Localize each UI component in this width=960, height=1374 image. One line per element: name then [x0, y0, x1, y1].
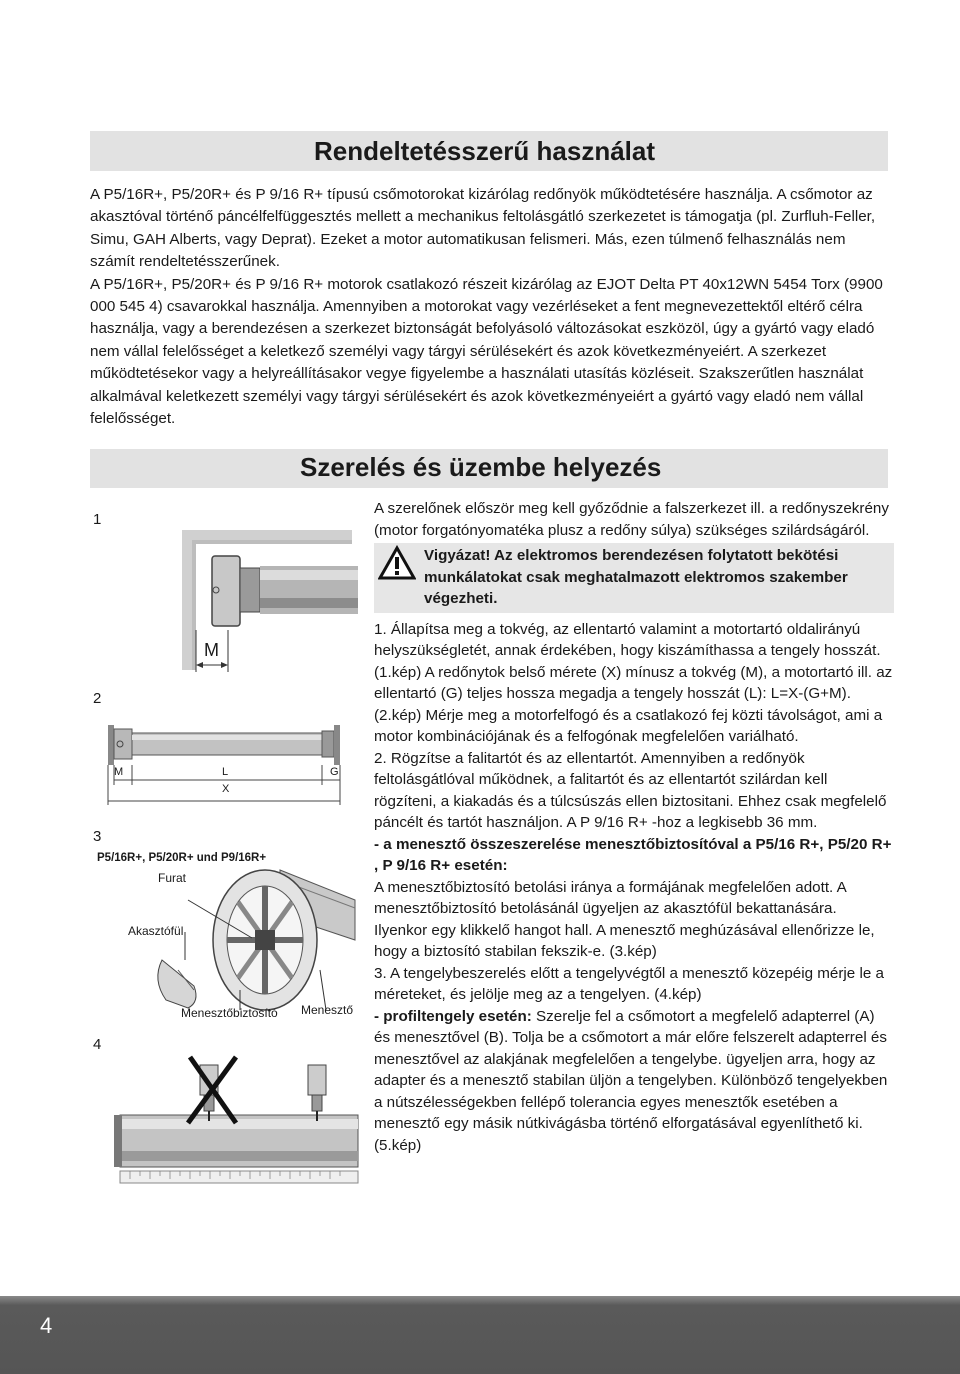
- step-3: 3. A tengelybeszerelés előtt a tengelyvégtől a menesztő közepéig mérje le a méreteket, és jelölje meg az a tengelyen. (4.kép): [374, 964, 884, 1003]
- usage-paragraph-2: A P5/16R+, P5/20R+ és P 9/16 R+ motorok csatlakozó részeit kizárólag az EJOT Delta PT 40x12WN 5454 Torx (9900 000 545 4) csavarokkal használja. Amennyiben a motorokat vagy vezérléseket a fent megnevezettektől eltérő célra használja, vagy a berendezésen a szerkezet biztonságát befolyásoló változásokat eszközöl, úgy a gyártó vagy eladó nem vállal felelősséget a keletkező személyi vagy tárgyi sérülésekért és azok következményeiért. A szerkezet működtetésekor vagy a helyreállításakor vegye figyelembe a használati utasítás közléseit. Szakszerűtlen használat alkalmával keletkezett személyi vagy tárgyi sérülésekért és azok következményeiért a gyártó vagy eladó nem vállal felelősséget.: [90, 275, 883, 428]
- installation-text: [374, 498, 894, 1156]
- section-heading-band: [90, 449, 888, 488]
- dimension-label-l: L: [222, 766, 229, 778]
- subsection-text-meneszto: A menesztőbiztosító betolási iránya a formájának megfelelően adott. A menesztőbiztosító betolásánál ügyeljen az akasztófül bekattanására. Ilyenkor egy klikkelő hangot hall. A menesztő meghúzásával ellenőrizze le, hogy a biztosító stabilan fekszik-e. (3.kép): [374, 878, 875, 960]
- figure-3-caption: P5/16R+, P5/20R+ und P9/16R+: [97, 852, 267, 864]
- figure-number: 4: [93, 1036, 102, 1053]
- figure-1-motor-end: [90, 500, 360, 680]
- label-furat: Furat: [158, 871, 187, 885]
- step-2: 2. Rögzítse a falitartót és az ellentartót. Amennyiben a redőnyök feltolásgátlóval működnek, a falitartót és az ellentartót szilárdan kell rögzíteni, a kiakadás és a túlcsúszás ellen biztositani. Ehhez csak megfelelő páncélt és tartót használjon. A P 9/16 R+ -hoz a legkisebb 36 mm.: [374, 749, 887, 831]
- warning-box: [374, 543, 894, 613]
- figure-4-shaft-marking: [90, 1055, 360, 1235]
- dimension-label-g: G: [330, 766, 339, 778]
- subsection-profiltengely: [374, 1006, 894, 1157]
- intro-text: [90, 184, 890, 430]
- figure-number: 2: [93, 690, 102, 707]
- subsection-title-meneszto: - a menesztő összeszerelése menesztőbiztosítóval a P5/16 R+, P5/20 R+ , P 9/16 R+ esetén:: [374, 835, 892, 874]
- figure-2-shaft-dimensions: [90, 695, 360, 815]
- subsection-text-profiltengely: Szerelje fel a csőmotort a megfelelő adapterrel (A) és menesztővel (B). Tolja be a csőmotort a már előre felszerelt adapterrel és menesztővel az alakjának megfelelően a tengelybe. ügyeljen arra, hogy az adapter és a menesztő stabilan üljön a tengelyben. Különböző tengelyekben a nútszélességekben fellépő tolerancia egyes menesztők esetében a menesztő egy másik nútkivágásba történő elforgatásával egyenlíthető ki.(5.kép): [374, 1007, 888, 1154]
- section-heading-band: [90, 131, 888, 171]
- page-number: 4: [40, 1313, 53, 1338]
- figure-number: 3: [93, 828, 102, 845]
- installation-intro: A szerelőnek először meg kell győződnie a falszerkezet ill. a redőnyszekrény (motor forgatónyomatéka plusz a redőny súlya) szükséges szilárdságáról.: [374, 500, 889, 539]
- step-1: 1. Állapítsa meg a tokvég, az ellentartó valamint a motortartó oldalirányú helyszükségletét, annak érdekében, hogy kiszámíthassa a tengely hosszát.(1.kép) A redőnytok belső mérete (X) mínusz a tokvég (M), a motortartó ill. az ellentartó (G) teljes hossza megadja a tengely hosszát (L): L=X-(G+M).(2.kép) Mérje meg a motorfelfogó és a csatlakozó fej közti távolságot, ami a motor kombinációjának és a felfogónak megfelelően variálható.: [374, 620, 893, 745]
- section-title-usage: Rendeltetésszerű használat: [314, 136, 656, 166]
- section-title-installation: Szerelés és üzembe helyezés: [300, 452, 662, 482]
- figures-column: [90, 500, 360, 1240]
- dimension-label-m: M: [114, 766, 124, 778]
- dimension-label-m: M: [204, 640, 219, 660]
- warning-icon: [378, 545, 416, 581]
- dimension-label-x: X: [222, 783, 230, 795]
- subsection-title-profiltengely: - profiltengely esetén:: [374, 1007, 532, 1025]
- warning-text: Vigyázat! Az elektromos berendezésen folytatott bekötési munkálatokat csak meghatalmazott elektromos szakember végezheti.: [424, 547, 848, 607]
- page-footer: [0, 1296, 960, 1374]
- label-menesztobiztosito: Menesztőbiztosító: [181, 1006, 278, 1020]
- usage-paragraph-1: A P5/16R+, P5/20R+ és P 9/16 R+ típusú csőmotorokat kizárólag redőnyök működtetésére használja. A csőmotor az akasztóval történő páncélfelfüggesztés mellett a mechanikus feltolásgátló szerkezetet is támogatja (pl. Zurfluh-Feller, Simu, GAH Alberts, vagy Deprat). Ezeket a motor automatikusan felismeri. Más, ezen túlmenő felhasználás nem számít rendeltetésszerűnek.: [90, 186, 876, 271]
- figure-number: 1: [93, 511, 102, 528]
- label-meneszto: Menesztő: [301, 1003, 354, 1017]
- label-akasztoful: Akasztófül: [128, 924, 184, 938]
